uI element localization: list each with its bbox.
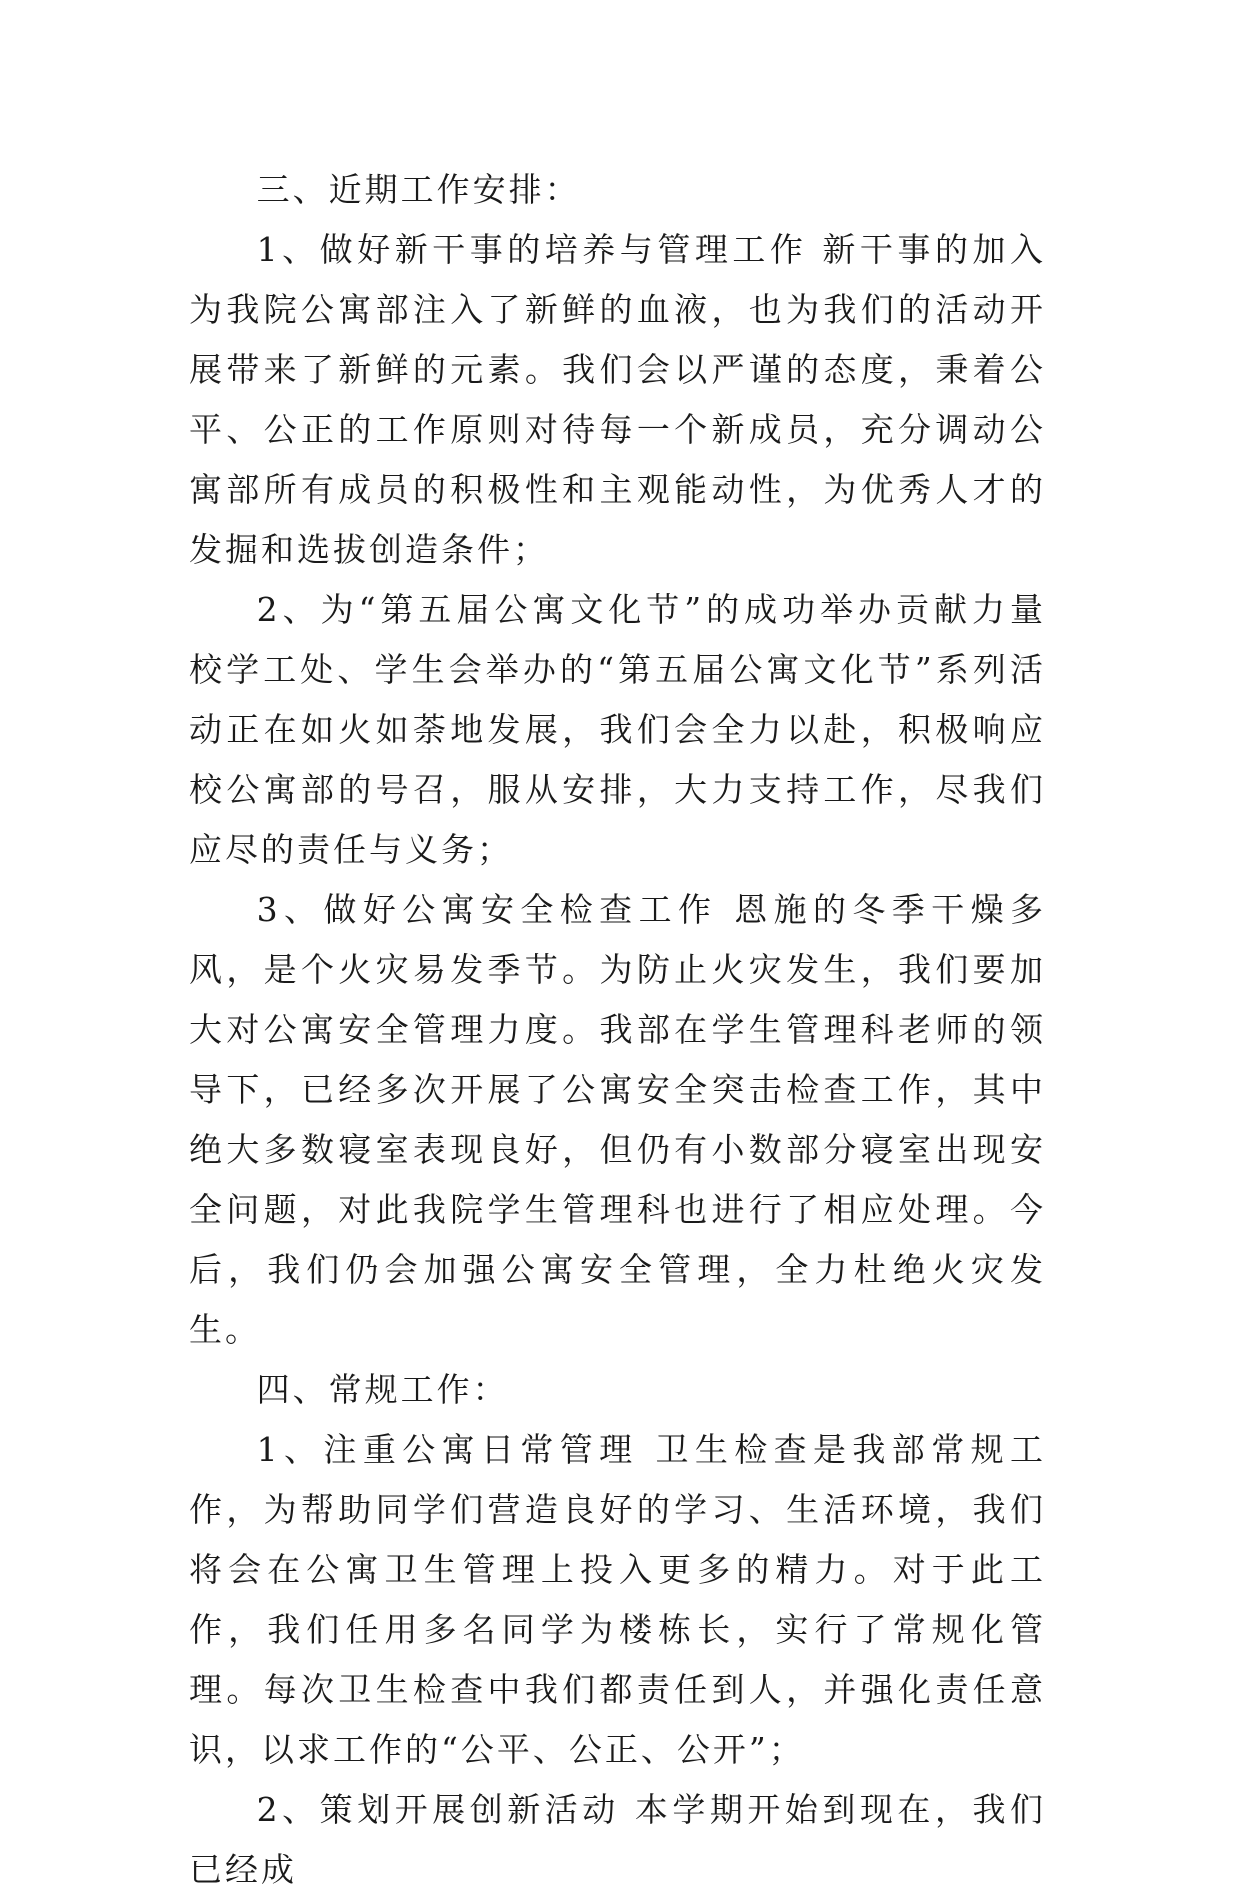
paragraph-safety-inspection: 3、做好公寓安全检查工作 恩施的冬季干燥多风，是个火灾易发季节。为防止火灾发生，我们要加大对公寓安全管理力度。我部在学生管理科老师的领导下，已经多次开展了公寓安全突击检查工作，其中绝大多数寝室表现良好，但仍有小数部分寝室出现安全问题，对此我院学生管理科也进行了相应处理。今后，我们仍会加强公寓安全管理，全力杜绝火灾发生。 <box>189 890 1046 1349</box>
paragraph-daily-management: 1、注重公寓日常管理 卫生检查是我部常规工作，为帮助同学们营造良好的学习、生活环境，我们将会在公寓卫生管理上投入更多的精力。对于此工作，我们任用多名同学为楼栋长，实行了常规化管理。每次卫生检查中我们都责任到人，并强化责任意识，以求工作的“公平、公正、公开”； <box>189 1430 1046 1769</box>
section-heading-recent-work: 三、近期工作安排： <box>256 170 581 209</box>
section-heading-routine-work: 四、常规工作： <box>256 1370 509 1409</box>
paragraph-innovative-activities: 2、策划开展创新活动 本学期开始到现在，我们已经成 <box>189 1790 1046 1889</box>
document-body <box>189 160 1046 1900</box>
paragraph-new-staff-training: 1、做好新干事的培养与管理工作 新干事的加入为我院公寓部注入了新鲜的血液，也为我们的活动开展带来了新鲜的元素。我们会以严谨的态度，秉着公平、公正的工作原则对待每一个新成员，充分调动公寓部所有成员的积极性和主观能动性，为优秀人才的发掘和选拔创造条件； <box>189 230 1046 569</box>
paragraph-culture-festival: 2、为“第五届公寓文化节”的成功举办贡献力量 校学工处、学生会举办的“第五届公寓文化节”系列活动正在如火如荼地发展，我们会全力以赴，积极响应校公寓部的号召，服从安排，大力支持工作，尽我们应尽的责任与义务； <box>189 590 1046 869</box>
